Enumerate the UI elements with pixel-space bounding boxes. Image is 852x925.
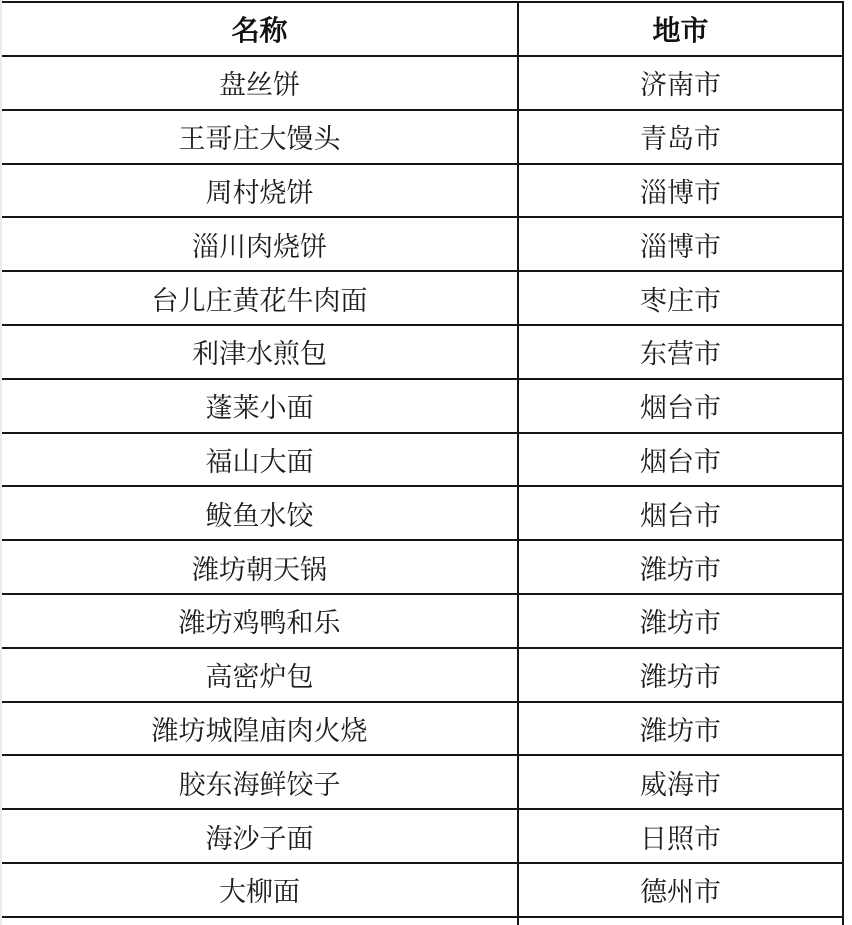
- name-cell: 高密炉包: [2, 648, 518, 702]
- table-row: [2, 594, 843, 648]
- table-row: [2, 433, 843, 487]
- table-row: [2, 809, 843, 863]
- table-row: [2, 271, 843, 325]
- name-cell: 胶东海鲜饺子: [2, 755, 518, 809]
- table-row: [2, 110, 843, 164]
- name-cell: 大柳面: [2, 863, 518, 917]
- name-cell: 台儿庄黄花牛肉面: [2, 271, 518, 325]
- table-row: [2, 325, 843, 379]
- city-cell: 日照市: [518, 809, 843, 863]
- column-header-city: 地市: [518, 2, 843, 56]
- name-cell: 淄川肉烧饼: [2, 217, 518, 271]
- city-cell: 淄博市: [518, 217, 843, 271]
- table-row: [2, 648, 843, 702]
- table-row: [2, 486, 843, 540]
- table-row: [2, 379, 843, 433]
- name-cell: 盘丝饼: [2, 56, 518, 110]
- table-row: [2, 56, 843, 110]
- column-header-name: 名称: [2, 2, 518, 56]
- table-row: [2, 863, 843, 917]
- city-cell: 德州市: [518, 863, 843, 917]
- city-cell: 烟台市: [518, 379, 843, 433]
- name-cell: 潍坊城隍庙肉火烧: [2, 702, 518, 756]
- city-cell: 威海市: [518, 755, 843, 809]
- city-cell: 烟台市: [518, 433, 843, 487]
- city-cell: 青岛市: [518, 110, 843, 164]
- city-cell: [518, 917, 843, 925]
- city-cell: 枣庄市: [518, 271, 843, 325]
- name-cell: 潍坊朝天锅: [2, 540, 518, 594]
- partial-table-row: [2, 917, 843, 925]
- table-row: [2, 702, 843, 756]
- city-cell: 烟台市: [518, 486, 843, 540]
- city-cell: 潍坊市: [518, 702, 843, 756]
- table-row: [2, 755, 843, 809]
- header-row: [2, 2, 843, 56]
- city-cell: 东营市: [518, 325, 843, 379]
- name-cell: 蓬莱小面: [2, 379, 518, 433]
- name-cell: 王哥庄大馒头: [2, 110, 518, 164]
- city-cell: 潍坊市: [518, 648, 843, 702]
- name-cell: [2, 917, 518, 925]
- table-body: [2, 56, 843, 925]
- city-cell: 潍坊市: [518, 540, 843, 594]
- city-cell: 淄博市: [518, 164, 843, 218]
- name-cell: 海沙子面: [2, 809, 518, 863]
- city-cell: 济南市: [518, 56, 843, 110]
- name-cell: 周村烧饼: [2, 164, 518, 218]
- city-cell: 潍坊市: [518, 594, 843, 648]
- name-cell: 利津水煎包: [2, 325, 518, 379]
- food-city-table: [2, 1, 844, 925]
- table-row: [2, 540, 843, 594]
- table-row: [2, 217, 843, 271]
- table-header: [2, 2, 843, 56]
- name-cell: 鲅鱼水饺: [2, 486, 518, 540]
- name-cell: 福山大面: [2, 433, 518, 487]
- table-row: [2, 164, 843, 218]
- name-cell: 潍坊鸡鸭和乐: [2, 594, 518, 648]
